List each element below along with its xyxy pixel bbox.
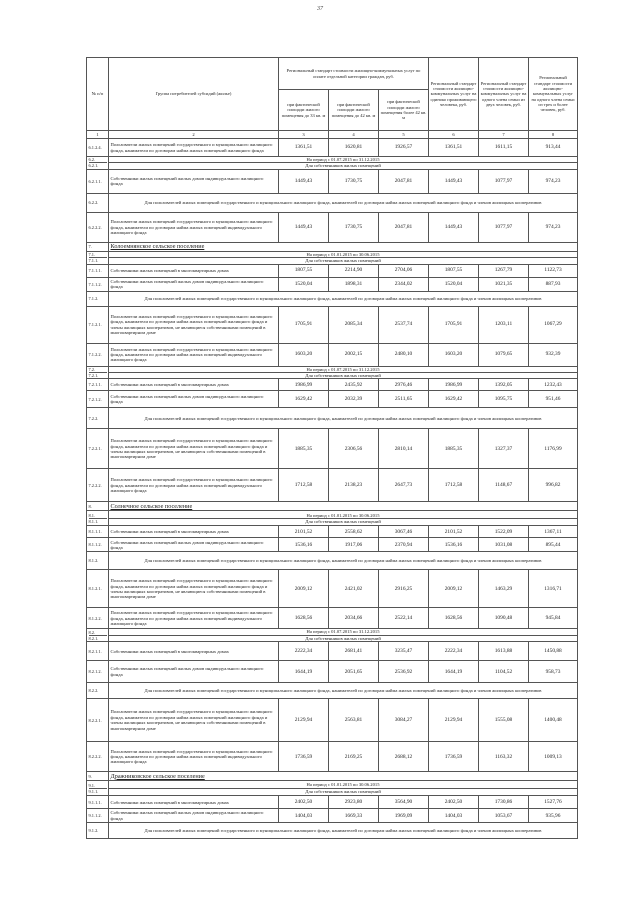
row-value: 1520,04 [279, 277, 329, 291]
row-value: 935,96 [529, 809, 578, 823]
row-value: 945,84 [529, 608, 578, 629]
row-value: 1555,08 [479, 699, 529, 742]
header-area-more: при фактической площади жилого помещения более 42 кв. м [379, 90, 429, 131]
row-value: 1361,51 [279, 139, 329, 157]
row-description: Собственники жилых помещений в многоквартирных домах [109, 796, 279, 809]
row-value: 2129,94 [279, 699, 329, 742]
row-value: 996,82 [529, 469, 578, 502]
row-value: 2688,12 [379, 742, 429, 772]
table-row [87, 699, 578, 742]
row-value: 1232,43 [529, 379, 578, 391]
row-value: 1613,88 [479, 642, 529, 661]
row-value: 2563,81 [329, 699, 379, 742]
index-cell: 5 [379, 131, 429, 139]
category-code: 7.2.2. [87, 408, 109, 429]
row-value: 1090,48 [479, 608, 529, 629]
row-value: 3067,46 [379, 526, 429, 538]
row-value: 2558,62 [329, 526, 379, 538]
period-codes [87, 781, 109, 796]
row-code: 8.1.1.1. [87, 526, 109, 538]
row-value: 2537,74 [379, 306, 429, 343]
header-area-group: Региональный стандарт стоимости жилищно-коммунальных услуг по оплате отдельной категории граждан, руб. [279, 58, 429, 90]
row-value: 1629,42 [429, 391, 479, 408]
row-value: 1603,20 [429, 343, 479, 366]
subperiod-code: 6.2.1. [88, 163, 99, 169]
index-cell: 4 [329, 131, 379, 139]
row-value: 1522,09 [479, 526, 529, 538]
row-code: 8.2.1.1. [87, 642, 109, 661]
row-value: 2101,52 [429, 526, 479, 538]
row-value: 2032,39 [329, 391, 379, 408]
table-row [87, 570, 578, 608]
row-value: 1067,29 [529, 306, 578, 343]
header-area-33: при фактической площади жилого помещения до 33 кв. м [279, 90, 329, 131]
period-subheading: Для собственников жилых помещений [305, 518, 381, 524]
row-description: Пользователи жилых помещений государственного и муниципального жилищного фонда, наниматели по договорам найма жилых помещений жилищного фонда и члены жилищных кооперативов, не являющиеся собственниками помещений в многоквартирном доме [109, 699, 279, 742]
header-area-42: при фактической площади жилого помещения до 42 кв. м [329, 90, 379, 131]
section-code: 9. [87, 772, 109, 781]
row-value: 2916,25 [379, 570, 429, 608]
table-row [87, 642, 578, 661]
section-title: Колоемнянское сельское поселение [109, 242, 578, 251]
row-value: 1712,58 [279, 469, 329, 502]
row-value: 1327,37 [479, 429, 529, 469]
period-subheading: Для собственников жилых помещений [305, 258, 381, 264]
row-value: 2435,92 [329, 379, 379, 391]
category-text: Для пользователей жилых помещений государственного и муниципального жилищного фонда, нанимателей по договорам найма жилых помещений жилищного фонда и членов жилищных кооперативов [109, 408, 578, 429]
row-value: 895,44 [529, 538, 578, 552]
page-number: 37 [317, 6, 323, 12]
row-description: Собственники жилых помещений жилых домов индивидуального жилищного фонда [109, 169, 279, 193]
period-text [109, 157, 578, 170]
category-row [87, 193, 578, 212]
row-value: 1176,99 [529, 429, 578, 469]
row-value: 1520,04 [429, 277, 479, 291]
category-code: 6.2.2. [87, 193, 109, 212]
section-row [87, 502, 578, 511]
housing-standards-table [86, 57, 578, 839]
row-value: 2976,46 [379, 379, 429, 391]
row-value: 2511,65 [379, 391, 429, 408]
row-value: 1079,65 [479, 343, 529, 366]
period-row [87, 157, 578, 170]
row-value: 1449,43 [429, 212, 479, 242]
section-title: Солнечное сельское поселение [109, 502, 578, 511]
row-value: 1203,11 [479, 306, 529, 343]
period-codes [87, 157, 109, 170]
category-row [87, 683, 578, 699]
period-text [109, 511, 578, 526]
row-value: 1536,16 [279, 538, 329, 552]
row-description: Пользователи жилых помещений государственного и муниципального жилищного фонда, наниматели по договорам найма жилых помещений индивидуального жилищного фонда [109, 608, 279, 629]
row-value: 2536,92 [379, 661, 429, 683]
row-value: 2402,50 [429, 796, 479, 809]
index-cell: 7 [479, 131, 529, 139]
row-value: 2704,06 [379, 264, 429, 277]
index-cell: 1 [87, 131, 109, 139]
period-subheading: Для собственников жилых помещений [305, 373, 381, 379]
row-value: 1400,48 [529, 699, 578, 742]
row-description: Собственники жилых помещений в многоквартирных домах [109, 264, 279, 277]
period-codes [87, 251, 109, 264]
header-num: № п/п [87, 58, 109, 131]
row-value: 887,93 [529, 277, 578, 291]
row-value: 2370,94 [379, 538, 429, 552]
period-range: На период с 01.07.2015 по 31.12.2015 [109, 157, 577, 163]
index-cell: 2 [109, 131, 279, 139]
row-value: 2085,34 [329, 306, 379, 343]
header-group: Группа потребителей субсидий (жилье) [109, 58, 279, 131]
row-value: 1730,86 [479, 796, 529, 809]
row-value: 2344,02 [379, 277, 429, 291]
table-row [87, 212, 578, 242]
row-value: 1986,99 [279, 379, 329, 391]
row-value: 1730,75 [329, 212, 379, 242]
row-value: 3084,27 [379, 699, 429, 742]
row-value: 2047,81 [379, 212, 429, 242]
row-description: Пользователи жилых помещений государственного и муниципального жилищного фонда, наниматели по договорам найма жилых помещений индивидуального жилищного фонда [109, 742, 279, 772]
row-value: 1361,51 [429, 139, 479, 157]
category-code: 8.1.2. [87, 552, 109, 570]
section-row [87, 242, 578, 251]
row-value: 2009,12 [429, 570, 479, 608]
period-range: На период с 01.01.2015 по 30.06.2015 [109, 252, 577, 258]
row-value: 1267,79 [479, 264, 529, 277]
row-value: 1669,33 [329, 809, 379, 823]
row-code: 8.2.1.2. [87, 661, 109, 683]
period-range: На период с 01.07.2015 по 31.12.2015 [109, 629, 577, 635]
row-value: 2034,66 [329, 608, 379, 629]
row-value: 1527,76 [529, 796, 578, 809]
table-row [87, 277, 578, 291]
row-description: Пользователи жилых помещений государственного и муниципального жилищного фонда, наниматели по договорам найма жилых помещений индивидуального жилищного фонда [109, 469, 279, 502]
period-code: 7.1. [89, 252, 107, 258]
table-row [87, 391, 578, 408]
row-value: 951,46 [529, 391, 578, 408]
subperiod-code: 7.2.1. [88, 373, 99, 379]
row-description: Пользователи жилых помещений государственного и муниципального жилищного фонда, наниматели по договорам найма жилых помещений жилищного фонда и члены жилищных кооперативов, не являющиеся собственниками помещений в многоквартирном доме [109, 570, 279, 608]
row-value: 1629,42 [279, 391, 329, 408]
row-code: 7.2.2.2. [87, 469, 109, 502]
row-value: 3235,47 [379, 642, 429, 661]
period-range: На период с 01.07.2015 по 31.12.2015 [109, 367, 577, 373]
category-code: 8.2.2. [87, 683, 109, 699]
row-value: 2306,56 [329, 429, 379, 469]
category-text: Для пользователей жилых помещений государственного и муниципального жилищного фонда, нанимателей по договорам найма жилых помещений жилищного фонда и членов жилищных кооперативов [109, 552, 578, 570]
table-row [87, 343, 578, 366]
row-value: 1807,55 [279, 264, 329, 277]
row-value: 958,73 [529, 661, 578, 683]
row-value: 2522,14 [379, 608, 429, 629]
category-row [87, 291, 578, 306]
section-code: 7. [87, 242, 109, 251]
header-single: Региональный стандарт стоимости жилищно-коммунальных услуг на одиноко проживающего человека, руб. [429, 58, 479, 131]
row-code: 8.1.2.1. [87, 570, 109, 608]
row-value: 1644,19 [429, 661, 479, 683]
row-description: Собственники жилых помещений в многоквартирных домах [109, 379, 279, 391]
row-code: 7.1.1.2. [87, 277, 109, 291]
row-value: 1053,67 [479, 809, 529, 823]
row-code: 7.1.2.1. [87, 306, 109, 343]
row-code: 7.2.1.2. [87, 391, 109, 408]
row-value: 2647,73 [379, 469, 429, 502]
table-row [87, 306, 578, 343]
period-text [109, 781, 578, 796]
row-value: 2047,81 [379, 169, 429, 193]
row-code: 6.1.2.4. [87, 139, 109, 157]
table-row [87, 469, 578, 502]
row-description: Собственники жилых помещений в многоквартирных домах [109, 642, 279, 661]
period-subheading: Для собственников жилых помещений [305, 788, 381, 794]
section-title: Дражниковское сельское поселение [109, 772, 578, 781]
row-description: Собственники жилых помещений жилых домов индивидуального жилищного фонда [109, 538, 279, 552]
row-value: 1736,59 [429, 742, 479, 772]
category-row [87, 552, 578, 570]
row-code: 8.2.2.1. [87, 699, 109, 742]
category-row [87, 823, 578, 839]
row-value: 1705,91 [279, 306, 329, 343]
row-value: 1077,97 [479, 169, 529, 193]
category-code: 7.1.2. [87, 291, 109, 306]
row-value: 1969,09 [379, 809, 429, 823]
row-code: 7.2.2.1. [87, 429, 109, 469]
period-codes [87, 366, 109, 379]
row-value: 1404,03 [279, 809, 329, 823]
row-code: 7.2.1.1. [87, 379, 109, 391]
row-value: 1163,32 [479, 742, 529, 772]
table-row [87, 809, 578, 823]
row-code: 6.2.1.1. [87, 169, 109, 193]
row-value: 1449,43 [279, 169, 329, 193]
row-value: 2402,50 [279, 796, 329, 809]
row-value: 2923,80 [329, 796, 379, 809]
header-two: Региональный стандарт стоимости жилищно-коммунальных услуг на одного члена семьи из двух человек, руб. [479, 58, 529, 131]
category-code: 9.1.2. [87, 823, 109, 839]
row-value: 1736,59 [279, 742, 329, 772]
row-description: Собственники жилых помещений в многоквартирных домах [109, 526, 279, 538]
row-value: 1009,13 [529, 742, 578, 772]
period-row [87, 511, 578, 526]
table-row [87, 538, 578, 552]
table-row [87, 429, 578, 469]
row-value: 1885,35 [279, 429, 329, 469]
row-value: 913,44 [529, 139, 578, 157]
row-value: 1611,15 [479, 139, 529, 157]
category-text: Для пользователей жилых помещений государственного и муниципального жилищного фонда, нанимателей по договорам найма жилых помещений жилищного фонда и членов жилищных кооперативов [109, 823, 578, 839]
row-description: Пользователи жилых помещений государственного и муниципального жилищного фонда, наниматели по договорам найма жилых помещений индивидуального жилищного фонда [109, 212, 279, 242]
row-value: 1628,56 [429, 608, 479, 629]
category-text: Для пользователей жилых помещений государственного и муниципального жилищного фонда, нанимателей по договорам найма жилых помещений жилищного фонда и членов жилищных кооперативов [109, 291, 578, 306]
row-code: 7.1.2.2. [87, 343, 109, 366]
category-text: Для пользователей жилых помещений государственного и муниципального жилищного фонда, нанимателей по договорам найма жилых помещений жилищного фонда и членов жилищных кооперативов [109, 193, 578, 212]
period-text [109, 629, 578, 642]
row-description: Собственники жилых помещений жилых домов индивидуального жилищного фонда [109, 661, 279, 683]
row-value: 1536,16 [429, 538, 479, 552]
category-row [87, 408, 578, 429]
row-value: 2222,34 [429, 642, 479, 661]
row-value: 1898,31 [329, 277, 379, 291]
row-code: 7.1.1.1. [87, 264, 109, 277]
subperiod-code: 8.2.1. [88, 635, 99, 641]
row-value: 1917,06 [329, 538, 379, 552]
table-row [87, 169, 578, 193]
row-code: 8.1.1.2. [87, 538, 109, 552]
subperiod-code: 7.1.1. [88, 258, 99, 264]
row-value: 1095,75 [479, 391, 529, 408]
row-value: 1104,52 [479, 661, 529, 683]
period-range: На период с 01.01.2015 по 30.06.2015 [109, 513, 577, 519]
row-code: 6.2.2.2. [87, 212, 109, 242]
period-code: 7.2. [89, 367, 107, 373]
row-value: 1807,55 [429, 264, 479, 277]
row-value: 1449,43 [429, 169, 479, 193]
row-value: 974,23 [529, 212, 578, 242]
row-value: 2421,02 [329, 570, 379, 608]
row-value: 2214,90 [329, 264, 379, 277]
row-value: 932,39 [529, 343, 578, 366]
row-value: 1628,56 [279, 608, 329, 629]
index-row [87, 131, 578, 139]
row-description: Пользователи жилых помещений государственного и муниципального жилищного фонда, наниматели по договорам найма жилых помещений индивидуального жилищного фонда [109, 343, 279, 366]
row-value: 2222,34 [279, 642, 329, 661]
row-value: 2681,41 [329, 642, 379, 661]
row-value: 1450,88 [529, 642, 578, 661]
row-description: Пользователи жилых помещений государственного и муниципального жилищного фонда, наниматели по договорам найма жилых помещений жилищного фонда и члены жилищных кооперативов, не являющиеся собственниками помещений в многоквартирном доме [109, 306, 279, 343]
table-row [87, 608, 578, 629]
section-row [87, 772, 578, 781]
row-value: 2051,65 [329, 661, 379, 683]
period-codes [87, 511, 109, 526]
row-value: 1077,97 [479, 212, 529, 242]
row-value: 1885,35 [429, 429, 479, 469]
row-value: 1021,35 [479, 277, 529, 291]
table-row [87, 526, 578, 538]
row-value: 2002,15 [329, 343, 379, 366]
period-text [109, 366, 578, 379]
period-codes [87, 629, 109, 642]
row-value: 1712,58 [429, 469, 479, 502]
row-description: Пользователи жилых помещений государственного и муниципального жилищного фонда, наниматели по договорам найма жилых помещений жилищного фонда и члены жилищных кооперативов, не являющиеся собственниками помещений в многоквартирном доме [109, 429, 279, 469]
period-code: 6.2. [89, 157, 107, 163]
row-description: Собственники жилых помещений жилых домов индивидуального жилищного фонда [109, 277, 279, 291]
table-row [87, 139, 578, 157]
row-value: 3564,90 [379, 796, 429, 809]
row-value: 1603,20 [279, 343, 329, 366]
period-row [87, 629, 578, 642]
table-row [87, 379, 578, 391]
row-code: 8.1.2.2. [87, 608, 109, 629]
table-body [87, 58, 578, 839]
period-row [87, 366, 578, 379]
row-value: 1031,08 [479, 538, 529, 552]
row-code: 9.1.1.1. [87, 796, 109, 809]
row-value: 1148,67 [479, 469, 529, 502]
period-row [87, 251, 578, 264]
section-code: 8. [87, 502, 109, 511]
row-value: 974,23 [529, 169, 578, 193]
header-row [87, 58, 578, 90]
table-row [87, 264, 578, 277]
row-value: 2101,52 [279, 526, 329, 538]
row-value: 1926,57 [379, 139, 429, 157]
header-three: Региональный стандарт стоимости жилищно-коммунальных услуг на одного члена семьи из трех и более человек, руб. [529, 58, 578, 131]
period-subheading: Для собственников жилых помещений [305, 635, 381, 641]
row-value: 1644,19 [279, 661, 329, 683]
row-code: 8.2.2.2. [87, 742, 109, 772]
row-value: 1705,91 [429, 306, 479, 343]
row-value: 2009,12 [279, 570, 329, 608]
table-row [87, 796, 578, 809]
row-value: 2129,94 [429, 699, 479, 742]
row-value: 1404,03 [429, 809, 479, 823]
row-description: Собственники жилых помещений жилых домов индивидуального жилищного фонда [109, 391, 279, 408]
period-code: 9.1. [89, 783, 107, 789]
row-value: 2810,14 [379, 429, 429, 469]
row-description: Собственники жилых помещений жилых домов индивидуального жилищного фонда [109, 809, 279, 823]
index-cell: 8 [529, 131, 578, 139]
row-value: 1122,73 [529, 264, 578, 277]
row-value: 2138,23 [329, 469, 379, 502]
row-value: 1986,99 [429, 379, 479, 391]
period-code: 8.1. [89, 513, 107, 519]
subperiod-code: 9.1.1. [88, 788, 99, 794]
period-range: На период с 01.01.2015 по 30.06.2015 [109, 782, 577, 788]
row-code: 9.1.1.2. [87, 809, 109, 823]
row-value: 1316,71 [529, 570, 578, 608]
period-code: 8.2. [89, 630, 107, 636]
period-subheading: Для собственников жилых помещений [305, 163, 381, 169]
row-value: 1449,43 [279, 212, 329, 242]
row-value: 1463,29 [479, 570, 529, 608]
row-value: 1730,75 [329, 169, 379, 193]
table-row [87, 661, 578, 683]
row-value: 1620,81 [329, 139, 379, 157]
subperiod-code: 8.1.1. [88, 518, 99, 524]
index-cell: 3 [279, 131, 329, 139]
period-text [109, 251, 578, 264]
row-value: 2480,10 [379, 343, 429, 366]
row-description: Пользователи жилых помещений государственного и муниципального жилищного фонда, наниматели по договорам найма жилых помещений жилищного фонда [109, 139, 279, 157]
row-value: 2169,25 [329, 742, 379, 772]
period-row [87, 781, 578, 796]
row-value: 1367,11 [529, 526, 578, 538]
category-text: Для пользователей жилых помещений государственного и муниципального жилищного фонда, нанимателей по договорам найма жилых помещений жилищного фонда и членов жилищных кооперативов [109, 683, 578, 699]
table-row [87, 742, 578, 772]
index-cell: 6 [429, 131, 479, 139]
row-value: 1392,05 [479, 379, 529, 391]
